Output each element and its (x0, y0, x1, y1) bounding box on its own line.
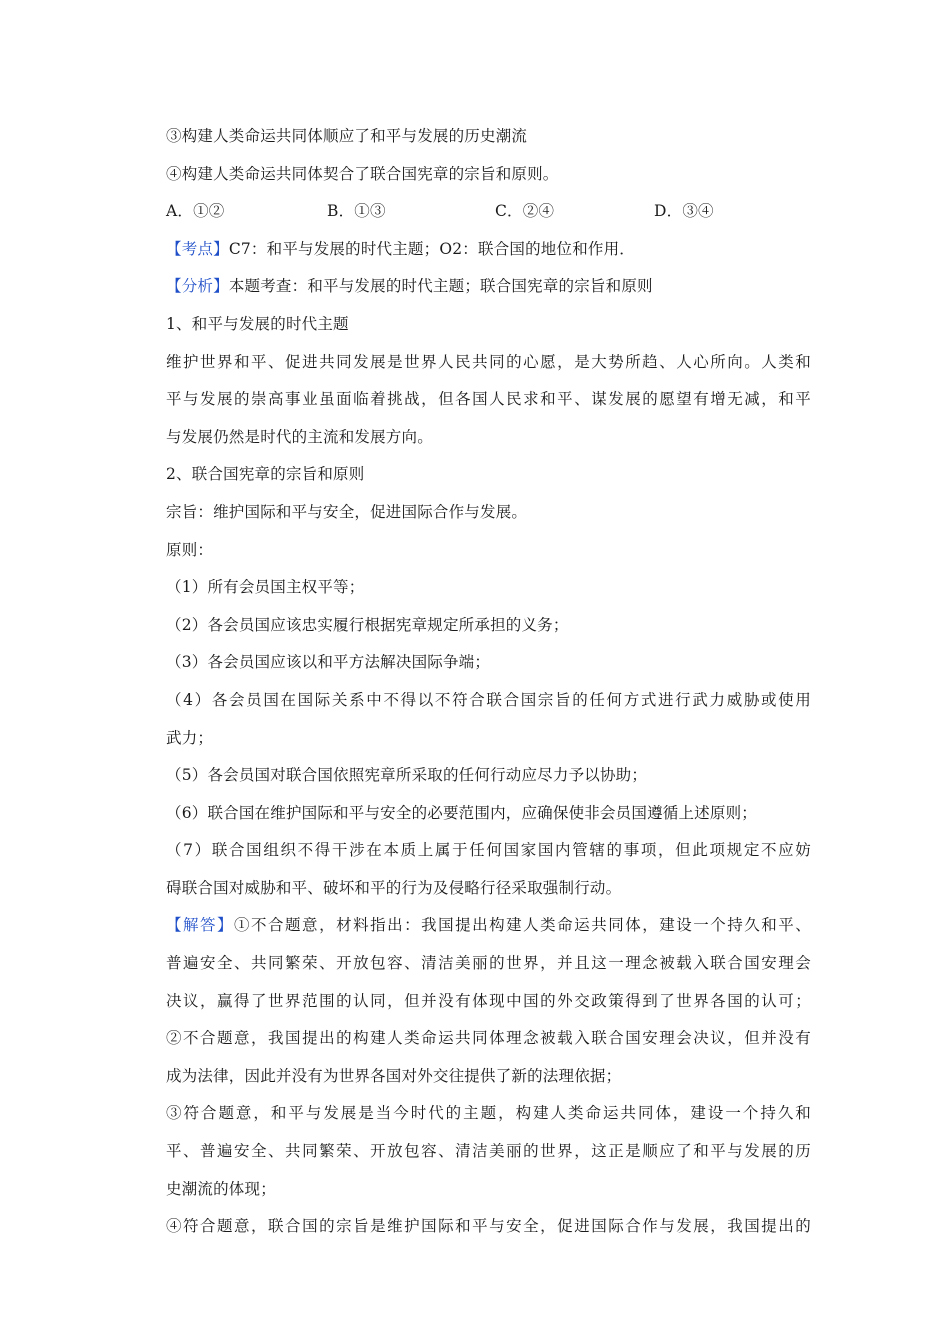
answer-line: 平、普遍安全、共同繁荣、开放包容、清洁美丽的世界，这正是顺应了和平与发展的历 (166, 1142, 811, 1161)
option-c: C．②④ (495, 202, 555, 221)
answer-line: ④符合题意，联合国的宗旨是维护国际和平与安全，促进国际合作与发展，我国提出的 (166, 1217, 811, 1236)
answer-line: 决议，赢得了世界范围的认同，但并没有体现中国的外交政策得到了世界各国的认可； (166, 991, 811, 1010)
document-page (166, 118, 811, 1246)
principle-5: （5）各会员国对联合国依照宪章所采取的任何行动应尽力予以协助； (166, 766, 648, 785)
paragraph-line: 维护世界和平、促进共同发展是世界人民共同的心愿，是大势所趋、人心所向。人类和 (166, 352, 811, 371)
jieda-text: ①不合题意，材料指出：我国提出构建人类命运共同体，建设一个持久和平、 (234, 916, 811, 935)
option-d: D．③④ (654, 202, 714, 221)
kaodian-tag: 【考点】 (166, 239, 229, 258)
fenxi-text: 本题考查：和平与发展的时代主题；联合国宪章的宗旨和原则 (228, 277, 653, 296)
statement-4: ④构建人类命运共同体契合了联合国宪章的宗旨和原则。 (166, 164, 559, 183)
kaodian-line (166, 231, 811, 269)
principle-4: （4）各会员国在国际关系中不得以不符合联合国宗旨的任何方式进行武力威胁或使用 (166, 690, 811, 709)
jieda-tag: 【解答】 (166, 916, 235, 935)
principle-1: （1）所有会员国主权平等； (166, 578, 365, 597)
option-b: B．①③ (327, 202, 386, 221)
answer-line: 普遍安全、共同繁荣、开放包容、清洁美丽的世界，并且这一理念被载入联合国安理会 (166, 954, 811, 973)
answer-line: 史潮流的体现； (166, 1179, 276, 1198)
principle-6: （6）联合国在维护国际和平与安全的必要范围内，应确保使非会员国遵循上述原则； (166, 803, 757, 822)
section-heading-2: 2、联合国宪章的宗旨和原则 (166, 465, 365, 484)
paragraph-line: 与发展仍然是时代的主流和发展方向。 (166, 427, 433, 446)
jieda-line (166, 907, 811, 945)
option-a: A．①② (166, 202, 225, 221)
principle-2: （2）各会员国应该忠实履行根据宪章规定所承担的义务； (166, 615, 569, 634)
fenxi-line (166, 268, 811, 306)
answer-line: 成为法律，因此并没有为世界各国对外交往提供了新的法理依据； (166, 1066, 622, 1085)
answer-line: ③符合题意，和平与发展是当今时代的主题，构建人类命运共同体，建设一个持久和 (166, 1104, 811, 1123)
principle-7: （7）联合国组织不得干涉在本质上属于任何国家国内管辖的事项，但此项规定不应妨 (166, 841, 811, 860)
purpose-line: 宗旨：维护国际和平与安全，促进国际合作与发展。 (166, 502, 528, 521)
statement-3: ③构建人类命运共同体顺应了和平与发展的历史潮流 (166, 127, 528, 145)
answer-line: ②不合题意，我国提出的构建人类命运共同体理念被载入联合国安理会决议，但并没有 (166, 1029, 811, 1048)
answer-options (166, 193, 811, 231)
kaodian-text: C7：和平与发展的时代主题；O2：联合国的地位和作用． (228, 239, 636, 258)
fenxi-tag: 【分析】 (166, 277, 229, 296)
principles-label: 原则： (166, 540, 214, 559)
principle-7-cont: 碍联合国对威胁和平、破坏和平的行为及侵略行径采取强制行动。 (166, 878, 622, 897)
paragraph-line: 平与发展的崇高事业虽面临着挑战，但各国人民求和平、谋发展的愿望有增无减，和平 (166, 390, 811, 409)
principle-3: （3）各会员国应该以和平方法解决国际争端； (166, 653, 491, 672)
section-heading-1: 1、和平与发展的时代主题 (166, 314, 349, 333)
principle-4-cont: 武力； (166, 728, 214, 747)
